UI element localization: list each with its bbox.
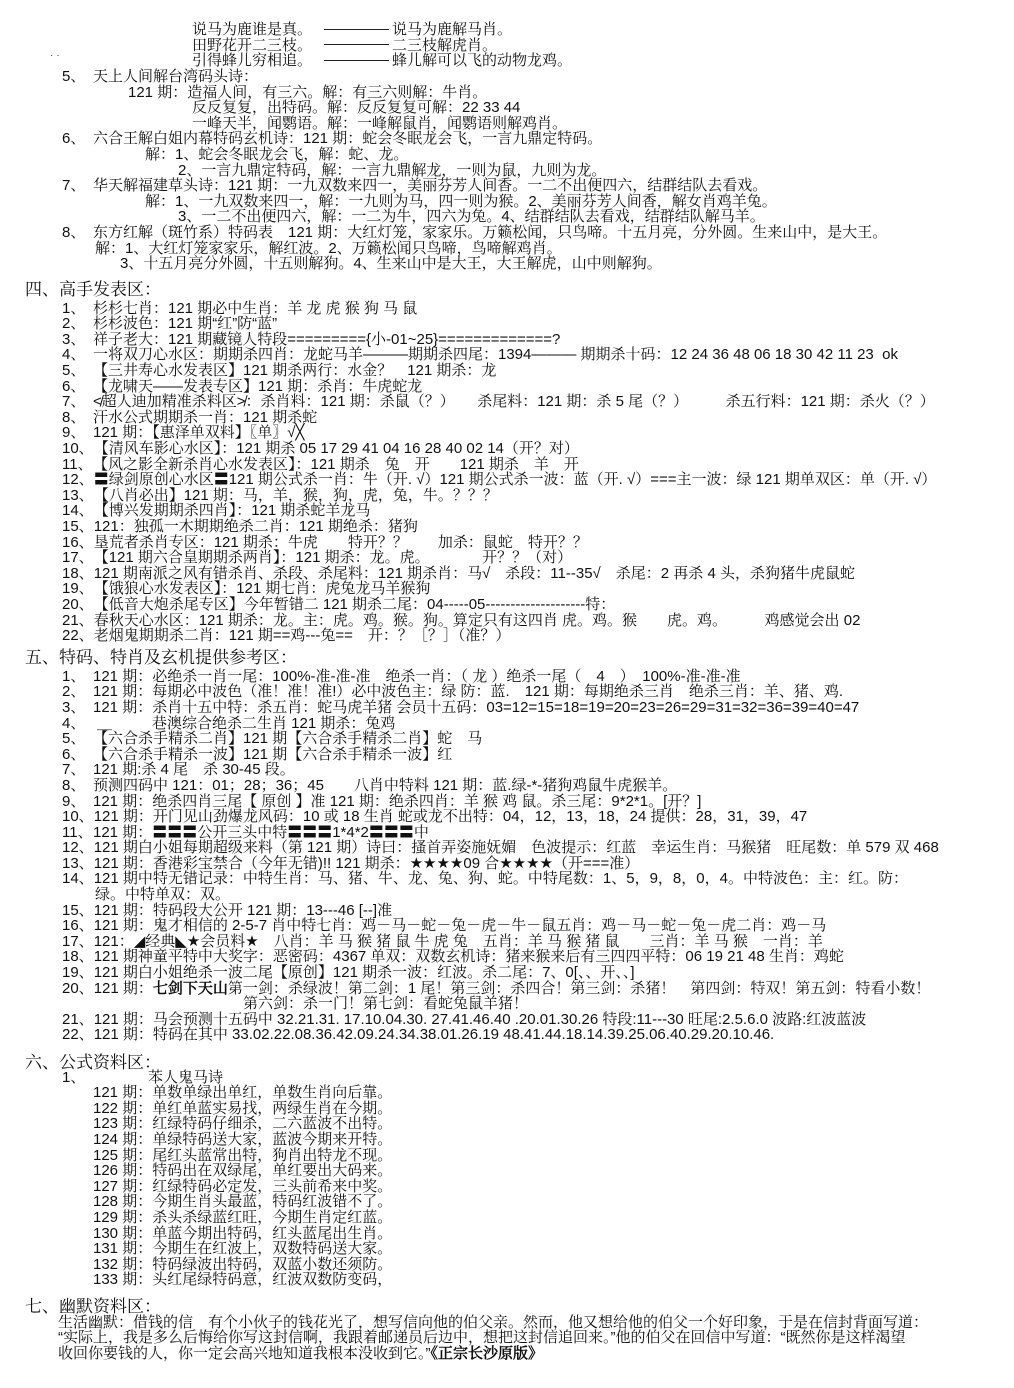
list-item [0, 597, 1014, 613]
item-text: 121 期：特码在其中 33.02.22.08.36.42.09.24.34.38.01.26.19 48.41.44.18.14.39.25.06.40.29.20.10.46. [93, 1026, 775, 1044]
poem-verse: 133 期：头红尾绿特码意，红波双数防变码， [93, 1271, 393, 1289]
item-text: 【三井寿心水发表区】121 期杀两行：水金？ 121 期杀：龙 [93, 362, 497, 380]
list-item [0, 778, 1014, 794]
list-item [0, 965, 1014, 981]
list-item [0, 762, 1014, 778]
item-text: 【121 期六合皇期期杀两肖】：121 期杀：龙。虎。 开？？（对） [93, 549, 573, 567]
list-item [0, 519, 1014, 535]
list-item [0, 379, 1014, 395]
poem-verse: 132 期：特码绿波出特码，双蓝小数还须防。 [93, 1255, 393, 1273]
list-item [0, 809, 1014, 825]
list-item [0, 840, 1014, 856]
item-number: 16、 [62, 533, 94, 551]
item-detail-line: 121 期：造福人间，有三六。解：有三六则解：牛肖。 [128, 83, 488, 101]
item-number: 2、 [62, 315, 86, 333]
item-number: 10、 [62, 440, 94, 458]
item-number: 4、 [62, 346, 86, 364]
list-item [0, 178, 1014, 194]
item-text: ≮超人迪加精准杀料区≯：杀肖料：121 期：杀鼠（？） 杀尾料：121 期：杀 5 尾（？） 杀五行料：121 期：杀火（？） [93, 393, 935, 411]
humor-paragraph-line [0, 1346, 1014, 1362]
item-continuation: 绿。中特单双：双。 [95, 886, 231, 904]
list-item [0, 1027, 1014, 1043]
item-number: 11、 [62, 455, 93, 473]
item-number: 5、 [62, 362, 86, 380]
item-number: 1、 [62, 667, 86, 685]
item-detail-line: 一峰天半，闻鹦语。解：一峰解鼠肖，闻鹦语则解鸡肖。 [192, 114, 568, 132]
underscore-mark: ＿ [97, 714, 113, 732]
list-item [0, 503, 1014, 519]
item-number: 20、 [62, 979, 94, 997]
item-text: 121 期白小姐绝杀一波二尾【原创】121 期杀一波：红波。杀二尾：7、0[、、开、、] [93, 964, 635, 982]
item-text: 121 期：必绝杀一肖一尾：100%-准-准-准 绝杀一肖：（ 龙 ）绝杀一尾（ 4 ） 100%-准-准-准 [93, 667, 741, 685]
item-number: 12、 [62, 839, 94, 857]
item-prefix: 121 期： [93, 979, 153, 997]
item-number: 5、 [62, 67, 86, 85]
item-text: 杉杉七肖：121 期必中生肖：羊 龙 虎 猴 狗 马 鼠 [93, 299, 418, 317]
poem-line-left: 引得蜂儿穷相追。 [192, 52, 313, 70]
item-number: 3、 [62, 698, 86, 716]
item-number: 3、 [62, 330, 86, 348]
list-item [0, 871, 1014, 887]
item-number: 1、 [62, 299, 86, 317]
item-title: 华天解福建草头诗：121 期：一九双数来四一，美丽芬芳人间香。一二不出便四六，结群结队去看戏。 [93, 177, 768, 195]
section-title: 四、高手发表区： [25, 279, 161, 299]
item-number: 13、 [62, 854, 94, 872]
list-item [0, 684, 1014, 700]
item-text: 一将双刀心水区：期期杀四肖：龙蛇马羊———期期杀四尾：1394——— 期期杀十码：12 24 36 48 06 18 30 42 11 23 ok [93, 346, 898, 364]
list-item [0, 363, 1014, 379]
poem-verse: 121 期：单数单绿出单红，单数生肖向后靠。 [93, 1084, 393, 1102]
item-number: 12、 [62, 471, 94, 489]
item-text: 【六合杀手精杀二肖】121 期【六合杀手精杀二肖】蛇 马 [93, 730, 483, 748]
section-title: 七、幽默资料区： [25, 1296, 161, 1316]
item-text: 【饿狼心水发表区】：121 期七肖：虎兔龙马羊猴狗 [93, 580, 431, 598]
poem-verse: 123 期：红绿特码仔细杀，二六蓝波不出特。 [93, 1115, 393, 1133]
item-number: 21、 [62, 611, 94, 629]
item-text: 〓绿剑原创心水区〓121 期公式杀一肖：牛（开. √）121 期公式杀一波：蓝（开. √）===主一波：绿 121 期单双区：单（开. √） [93, 471, 937, 489]
list-item [0, 535, 1014, 551]
list-item [0, 457, 1014, 473]
item-text: 121：独孤一木期期绝杀二肖：121 期绝杀：猪狗 [93, 518, 418, 535]
humor-paragraph-line: “实际上，我是多么后悔给你写这封信啊，我跟着邮递员后边中，想把这封信追回来。”他的伯父在回信中写道：“既然你是这样渴望 [58, 1329, 906, 1347]
item-number: 6、 [62, 745, 86, 763]
item-text: 121 期：马会预测十五码中 32.21.31. 17.10.04.30. 27.41.46.40 .20.01.30.26 特段:11---30 旺尾:2.5.6.0 波路:红波蓝波 [93, 1010, 867, 1028]
poem-title: 苯人鬼马诗 [148, 1068, 224, 1086]
item-text: 【风之影全新杀肖心水发表区】：121 期杀 兔 开 121 期杀 羊 开 [93, 455, 579, 473]
list-item [0, 425, 1014, 441]
item-detail-line: 解：1、大红灯笼家家乐，解红波。2、万籁松闻只鸟啼，鸟啼解鸡肖。 [95, 239, 562, 257]
item-text: 121 期：绝杀四肖三尾【 原创 】准 121 期：绝杀四肖：羊 猴 鸡 鼠。杀三尾：9*2*1。[开？] [93, 792, 702, 810]
item-number: 16、 [62, 917, 94, 935]
list-item [0, 441, 1014, 457]
item-number: 7、 [62, 761, 86, 779]
item-number: 10、 [62, 808, 94, 826]
item-number: 18、 [62, 564, 94, 582]
item-text: 121 期：特码段大公开 121 期：13---46 [--]准 [93, 901, 393, 919]
item-text: 121 期：每期必中波色（准！准！准!）必中波色主：绿 防：蓝. 121 期：每期绝杀三肖 绝杀三肖：羊、猪、鸡. [93, 683, 844, 701]
list-item [0, 716, 1014, 732]
item-text: 杉杉波色：121 期“红”防“蓝” [93, 315, 278, 333]
item-text: 121 期：香港彩宝禁合（今年无错)!! 121 期杀：★★★★09 合★★★★（开===准） [93, 854, 640, 872]
humor-paragraph-line: 生活幽默：借钱的信 有个小伙子的钱花光了，想写信向他的伯父亲。然而，他又想给他的伯父一个好印象，于是在信封背面写道： [58, 1313, 929, 1331]
item-number: 22、 [62, 1026, 94, 1044]
section-title: 五、特码、特肖及玄机提供参考区： [25, 647, 297, 667]
item-text: 【龙啸天——发表专区】121 期：杀肖：牛虎蛇龙 [93, 377, 423, 395]
item-number: 18、 [62, 948, 94, 966]
poem-verse: 125 期：尾红头蓝常出特，狗肖出特龙不现。 [93, 1146, 393, 1164]
item-number: 22、 [62, 627, 94, 645]
poem-line-right: 二三枝解虎肖。 [392, 36, 498, 54]
item-detail-line: 3、十五月亮分外圆，十五则解狗。4、生来山中是大王，大王解虎，山中则解狗。 [120, 255, 662, 273]
list-item [0, 316, 1014, 332]
poem-line-right: 说马为鹿解马肖。 [392, 21, 513, 39]
item-text: 【六合杀手精杀一波】121 期【六合杀手精杀一波】红 [93, 745, 453, 763]
list-item [0, 69, 1014, 85]
signature: 《正宗长沙原版》 [430, 1344, 544, 1362]
list-item [0, 581, 1014, 597]
item-text: 预测四码中 121：01；28；36；45 八肖中特料 121 期：蓝.绿-*-猪狗鸡鼠牛虎猴羊。 [93, 776, 678, 794]
dash-separator [324, 44, 389, 45]
item-text: 祥子老大：121 期藏镜人特段========={小-01~25}=============? [93, 330, 561, 348]
item-number: 8、 [62, 223, 86, 241]
item-text: 121 期白小姐每期超级来料（第 121 期）诗曰：搔首弄姿施妩媚 色波提示：红蓝 幸运生肖：马猴猪 旺尾数：单 579 双 468 [93, 839, 939, 857]
list-item [0, 550, 1014, 566]
item-text: 【八肖必出】121 期：马，羊，猴，狗，虎，兔，牛。？？？ [93, 486, 498, 504]
item-number: 14、 [62, 502, 94, 520]
item-text: 巷澳综合绝杀二生肖 121 期杀：兔鸡 [152, 714, 396, 732]
item-text: 121 期：【惠泽单双料】〖单〗√╳ [93, 424, 305, 442]
poem-verse: 126 期：特码出在双绿尾，单红要出大码来。 [93, 1162, 393, 1180]
poem-line-right: 蜂儿解可以飞的动物龙鸡。 [392, 52, 573, 70]
item-detail-line: 反反复复，出特码。解：反反复复可解：22 33 44 [192, 99, 521, 117]
stray-marks: ·· [50, 50, 63, 61]
list-item [0, 918, 1014, 934]
item-detail-line: 解：1、蛇会冬眠龙会飞，解：蛇、龙。 [145, 145, 409, 163]
poem-line [0, 53, 1014, 69]
item-detail-line: 3、一二不出便四六，解：一二为牛，四六为兔。4、结群结队去看戏，结群结队解马羊。 [178, 208, 765, 226]
item-detail-line: 2、一言九鼎定特码，解：一言九鼎解龙，一则为鼠，九则为龙。 [178, 161, 607, 179]
item-number: 9、 [62, 792, 86, 810]
item-text: 春秋天心水区：121 期杀：龙。主：虎。鸡。猴。狗。算定只有这四肖 虎。鸡。猴 虎。鸡。 鸡感觉会出 02 [93, 611, 861, 629]
item-detail-line: 解：1、一九双数来四一，解：一九则为马，四一则为猴。2、美丽芬芳人间香，解女肖鸡羊兔。 [145, 192, 777, 210]
item-title: 东方红解（斑竹系）特码表 121 期：大红灯笼，家家乐。万籁松闻，只鸟啼。十五月亮，分外圆。生来山中，是大王。 [93, 223, 888, 241]
item-text: 老烟鬼期期杀二肖：121 期==鸡---兔== 开：？［？］（准？） [93, 627, 511, 645]
item-text: 【低音大炮杀尾专区】今年暂错二 121 期杀二尾：04-----05--------------------特： [93, 595, 616, 613]
poem-verse: 122 期：单红单蓝实易找，两绿生肖在今期。 [93, 1099, 393, 1117]
poem-line [0, 22, 1014, 38]
poem-verse: 127 期：红绿特码必定发，三头前希来中奖。 [93, 1177, 393, 1195]
item-number: 19、 [62, 580, 94, 598]
dash-separator [324, 29, 389, 30]
section-title: 六、公式资料区： [25, 1052, 161, 1072]
item-text: 121 期：鬼才相信的 2-5-7 肖中特七肖：鸡－马－蛇－兔－虎－牛－鼠五肖：鸡－马－蛇－兔－虎二肖：鸡－马 [93, 917, 827, 935]
list-item [0, 1070, 1014, 1086]
item-number: 8、 [62, 776, 86, 794]
list-item [0, 131, 1014, 147]
item-text: 【博兴发期期杀四肖】：121 期杀蛇羊龙马 [93, 502, 371, 520]
item-title: 六合王解白姐内幕特码玄机诗：121 期：蛇会冬眠龙会飞，一言九鼎定特码。 [93, 130, 603, 148]
list-item [0, 903, 1014, 919]
poem-verse: 129 期：杀头杀绿蓝红旺，今期生肖定红蓝。 [93, 1208, 393, 1226]
list-item [0, 794, 1014, 810]
poem-line-left: 田野花开二三枝。 [192, 36, 313, 54]
list-item [0, 301, 1014, 317]
item-number: 14、 [62, 870, 94, 888]
item-text: 垦荒者杀肖专区：121 期杀：牛虎 特开？？ 加杀：鼠蛇 特开？？ [93, 533, 588, 551]
list-item [0, 949, 1014, 965]
list-item [0, 700, 1014, 716]
list-item [0, 472, 1014, 488]
list-item [0, 981, 1014, 997]
item-number: 1、 [62, 1068, 86, 1086]
list-item [0, 825, 1014, 841]
list-item [0, 347, 1014, 363]
item-number: 20、 [62, 595, 94, 613]
list-item [0, 332, 1014, 348]
item-number: 5、 [62, 730, 86, 748]
item-number: 8、 [62, 408, 86, 426]
item-number: 7、 [62, 393, 86, 411]
item-text: 121 期：杀肖十五中特：杀五肖：蛇马虎羊猪 会员十五码：03=12=15=18=19=20=23=26=29=31=32=36=39=40=47 [93, 698, 860, 716]
item-text: 121 期：开门见山劲爆龙风码：10 或 18 生肖 蛇或龙不出特：04，12，13，18，24 提供：28，31，39，47 [93, 808, 808, 826]
poem-verse: 124 期：单绿特码送大家，蓝波今期来开特。 [93, 1130, 393, 1148]
item-continuation: 第六剑：杀一门！第七剑：看蛇兔鼠羊猪！ [243, 995, 529, 1013]
item-text: 121 期南派之风有错杀肖、杀段、杀尾料：121 期杀肖：马√ 杀段：11--35√ 杀尾：2 再杀 4 头，杀狗猪牛虎鼠蛇 [93, 564, 855, 582]
list-item [0, 731, 1014, 747]
item-number: 21、 [62, 1010, 94, 1028]
poem-line-left: 说马为鹿谁是真。 [192, 21, 313, 39]
item-number: 15、 [62, 518, 94, 535]
item-number: 9、 [62, 424, 86, 442]
item-text: 第一剑：杀绿波！第二剑：1 尾！第三剑：杀四合！第三剑：杀猪！ 第四剑：特双！第五剑：特看小数！ [227, 979, 931, 997]
item-number: 4、 [62, 714, 86, 732]
list-item [0, 747, 1014, 763]
item-bold-title: 七剑下天山 [152, 979, 228, 997]
dash-separator [324, 60, 389, 61]
poem-verse: 128 期：今期生肖头最蓝，特码红波错不了。 [93, 1193, 393, 1211]
item-number: 13、 [62, 486, 94, 504]
item-text: 121：◢经典◣★会员料★ 八肖：羊 马 猴 猪 鼠 牛 虎 兔 五肖：羊 马 猴 猪 鼠 三肖：羊 马 猴 一肖：羊 [93, 932, 823, 950]
list-item [0, 613, 1014, 629]
item-number: 6、 [62, 377, 86, 395]
humor-text: 收回你要钱的人，你一定会高兴地知道我根本没收到它。” [58, 1344, 431, 1362]
item-text: 121 期：〓〓〓公开三头中特〓〓〓1*4*2〓〓〓中 [93, 823, 429, 841]
list-item [0, 1012, 1014, 1028]
poem-verse: 131 期：今期生在红波上，双数特码送大家。 [93, 1240, 393, 1258]
list-item [0, 394, 1014, 410]
item-number: 15、 [62, 901, 94, 919]
item-text: 汗水公式期期杀一肖：121 期杀蛇 [93, 408, 318, 426]
list-item [0, 628, 1014, 644]
item-number: 17、 [62, 932, 94, 950]
item-number: 6、 [62, 130, 86, 148]
list-item [0, 225, 1014, 241]
item-number: 17、 [62, 549, 94, 567]
item-number: 7、 [62, 177, 86, 195]
item-text: 121 期神童平特中大奖字：恶密码：4367 单双：双数玄机诗：猪来猴来后有三四四平特：06 19 21 48 生肖：鸡蛇 [93, 948, 844, 966]
item-number: 2、 [62, 683, 86, 701]
item-number: 19、 [62, 964, 94, 982]
item-text: 【清风车影心水区】：121 期杀 05 17 29 41 04 16 28 40 02 14（开？对） [93, 440, 579, 458]
poem-verse: 130 期：单蓝今期出特码，红头蓝尾出生肖。 [93, 1224, 393, 1242]
list-item [0, 669, 1014, 685]
item-title: 天上人间解台湾码头诗： [93, 67, 259, 85]
item-text: 121 期中特无错记录：中特生肖：马、猪、牛、龙、兔、狗、蛇。中特尾数：1、5，9，8，0，4。中特波色：主：红。防： [93, 870, 908, 888]
item-text: 121 期:杀 4 尾 杀 30-45 段。 [93, 761, 295, 779]
item-number: 11、 [62, 823, 93, 841]
